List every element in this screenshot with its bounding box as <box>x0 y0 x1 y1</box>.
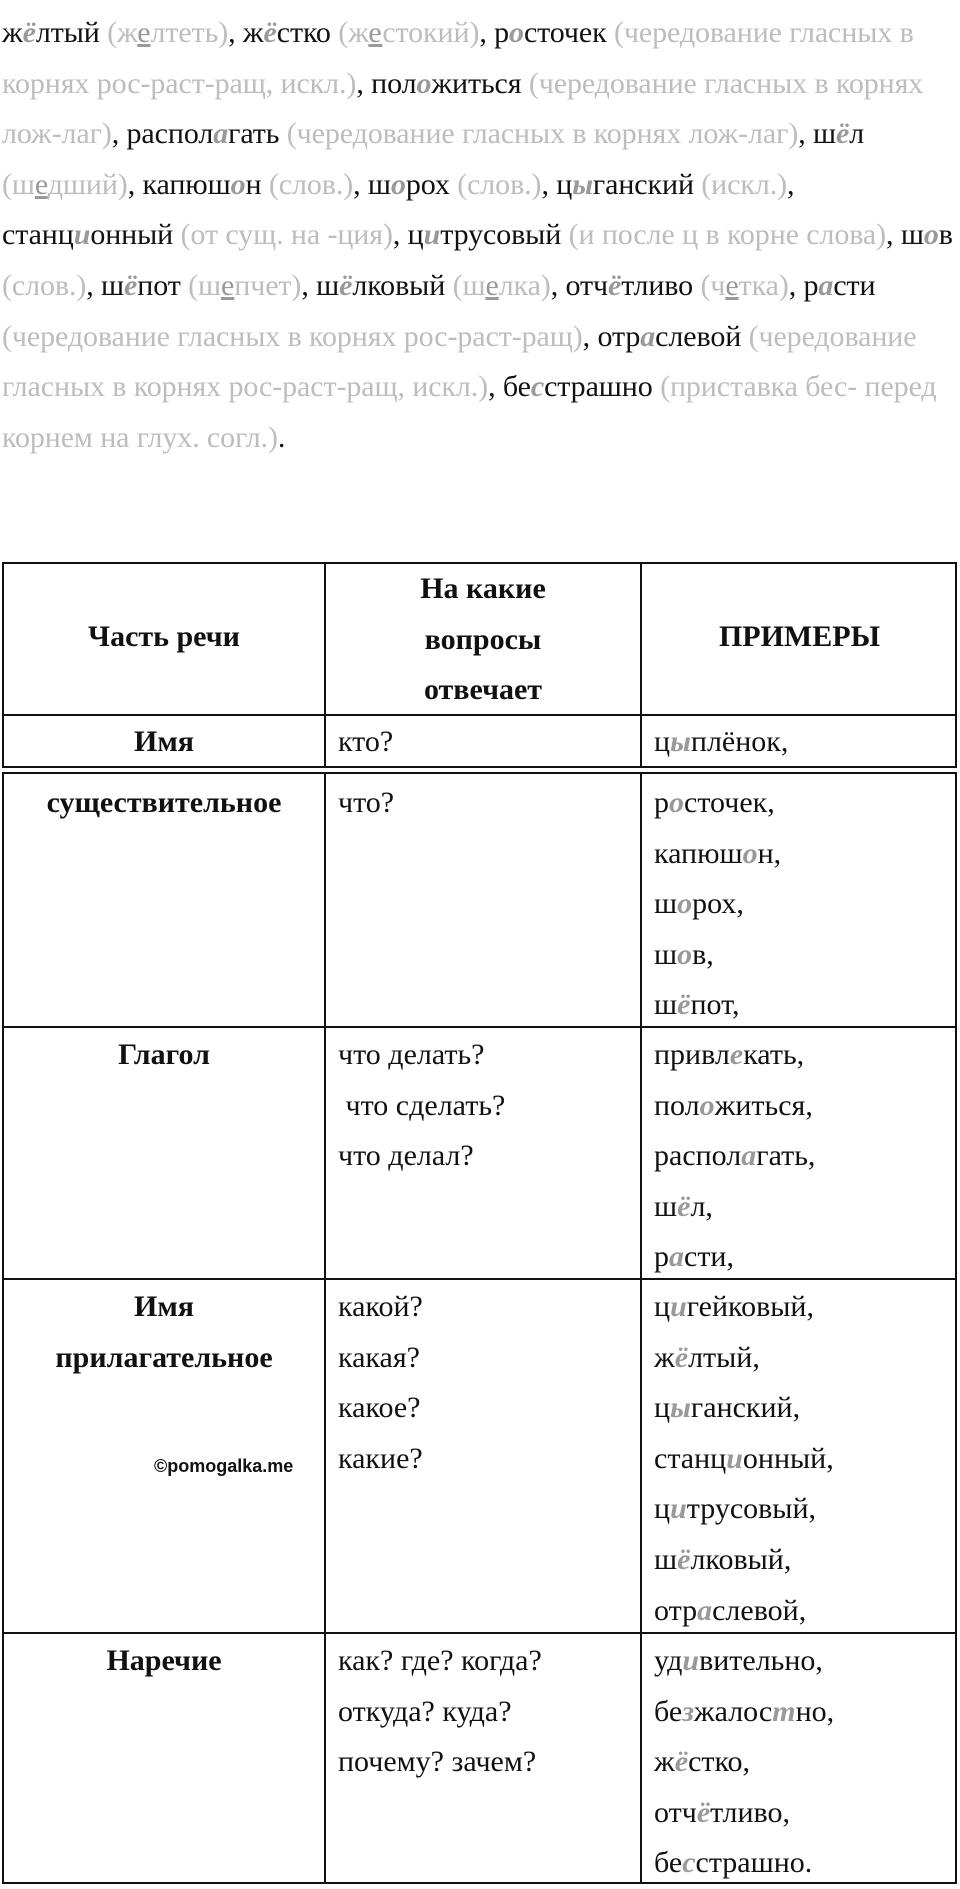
text-run: гать <box>228 117 287 151</box>
header-part-of-speech: Часть речи <box>88 620 240 653</box>
adverb-examples <box>654 1636 834 1889</box>
text-run: плёнок, <box>690 725 789 758</box>
text-run: . <box>277 420 286 454</box>
text-run: лтеть) <box>150 16 229 49</box>
text-run: лковый, <box>690 1542 792 1576</box>
text-run: ш <box>654 1189 678 1223</box>
text-run: (ш <box>188 268 222 302</box>
text-run: н <box>245 167 269 201</box>
question-line: что делать? <box>338 1038 485 1071</box>
text-run: , ц <box>541 167 573 201</box>
text-run: (чередование гласных в корнях лож-лаг) <box>2 66 924 151</box>
example-word <box>654 1434 834 1485</box>
text-run: станц <box>654 1441 727 1475</box>
highlighted-letter: о <box>230 167 246 201</box>
highlighted-letter: и <box>726 1441 743 1475</box>
text-run: л, <box>690 1189 713 1223</box>
highlighted-letter: и <box>670 1290 687 1323</box>
text-run: (чередование гласных в корнях рос-раст-ращ, искл.) <box>2 319 917 404</box>
text-run: е <box>221 268 235 302</box>
text-run: е <box>368 16 383 49</box>
example-word <box>654 1081 815 1132</box>
highlighted-letter: о <box>742 836 758 870</box>
highlighted-letter: ы <box>572 167 593 201</box>
text-run: страшно. <box>695 1846 813 1880</box>
example-word <box>654 829 781 880</box>
text-run: (чередование гласных в корнях рос-раст-ращ) <box>2 319 583 353</box>
highlighted-letter: о <box>669 786 684 819</box>
adjective-questions <box>338 1282 423 1484</box>
text-run: (чередование гласных в корнях рос-раст-ращ, искл.) <box>2 16 914 100</box>
text-run: (слов.) <box>2 268 87 302</box>
question-line: почему? зачем? <box>338 1745 537 1779</box>
noun-examples <box>654 778 781 1031</box>
highlighted-letter: ё <box>674 1340 689 1374</box>
text-run: (ш <box>2 167 35 201</box>
text-run: , ш <box>798 117 837 151</box>
text-run: трусовый, <box>686 1492 817 1526</box>
highlighted-letter: о <box>677 937 693 971</box>
table-main-block <box>2 772 957 1884</box>
text-run: пот <box>137 268 189 302</box>
text-run: (от сущ. на -ция) <box>180 218 393 252</box>
noun-label-top: Имя <box>134 725 194 758</box>
highlighted-letter: а <box>669 1240 684 1274</box>
example-word <box>654 1030 815 1081</box>
highlighted-letter: ё <box>22 16 36 49</box>
text-run: , р <box>479 16 510 49</box>
text-run: р <box>654 1240 669 1274</box>
text-run: бе <box>654 1694 683 1728</box>
highlighted-letter: ё <box>608 268 622 302</box>
text-run: пол <box>654 1088 700 1122</box>
text-run: ш <box>654 937 678 971</box>
verb-examples <box>654 1030 815 1283</box>
text-run: лка) <box>498 268 551 302</box>
adverb-questions <box>338 1636 542 1788</box>
example-word <box>654 1333 834 1384</box>
text-run: е <box>725 268 739 302</box>
highlighted-letter: а <box>697 1593 713 1627</box>
highlighted-letter: е <box>729 1038 744 1071</box>
noun-example-top <box>654 717 788 768</box>
example-word <box>654 778 781 829</box>
text-run: уд <box>654 1644 683 1677</box>
highlighted-letter: о <box>699 1088 715 1122</box>
text-run: ж <box>2 16 23 49</box>
text-run: н, <box>757 836 782 870</box>
highlighted-letter: ё <box>677 1542 691 1576</box>
text-run: стокий) <box>382 16 480 49</box>
text-run: , р <box>788 268 819 302</box>
text-run: (слов.) <box>457 167 542 201</box>
highlighted-letter: а <box>741 1139 757 1173</box>
text-run: , отр <box>582 319 641 353</box>
text-run: , ш <box>886 218 924 252</box>
question-line: какие? <box>338 1441 423 1475</box>
text-run: (ж <box>338 16 369 49</box>
text-run: ц <box>654 1391 671 1425</box>
text-run: стко, <box>688 1745 751 1779</box>
highlighted-letter: о <box>390 167 406 201</box>
question-line: какая? <box>338 1340 420 1374</box>
text-run: ж <box>654 1745 675 1779</box>
text-run: лтый <box>35 16 108 49</box>
highlighted-letter: о <box>677 887 693 921</box>
text-run: гейковый, <box>686 1290 814 1323</box>
text-run: , капюш <box>127 167 231 201</box>
text-run: пот, <box>690 988 740 1022</box>
text-run: (и после ц в корне слова) <box>568 218 887 252</box>
highlighted-letter: ё <box>836 117 850 151</box>
adjective-examples <box>654 1282 834 1636</box>
highlighted-letter: о <box>509 16 524 49</box>
highlighted-letter: и <box>423 218 441 252</box>
adverb-label: Наречие <box>106 1644 222 1677</box>
verb-questions <box>338 1030 505 1182</box>
table-header-block <box>2 562 957 768</box>
example-word <box>654 879 781 930</box>
highlighted-letter: ё <box>263 16 277 49</box>
text-run: , отч <box>550 268 608 302</box>
text-run: жалос <box>693 1694 773 1728</box>
text-run: (слов.) <box>268 167 354 201</box>
highlighted-letter: ё <box>124 268 138 302</box>
text-run: ц <box>654 1290 671 1323</box>
highlighted-letter: ё <box>696 1795 711 1829</box>
example-word <box>654 1687 834 1738</box>
text-run: трусовый <box>440 218 569 252</box>
highlighted-letter: о <box>923 218 939 252</box>
highlighted-letter: и <box>682 1644 700 1677</box>
text-run: в, <box>692 937 714 971</box>
question-line: какое? <box>338 1391 421 1425</box>
text-run: сти, <box>684 1240 734 1274</box>
exercise-paragraph <box>2 8 957 463</box>
highlighted-letter: а <box>213 117 229 151</box>
text-run: житься, <box>714 1088 813 1122</box>
question-line: какой? <box>338 1290 423 1323</box>
text-run: (приставка бес- перед корнем на глух. согл.) <box>2 370 937 454</box>
text-run: ш <box>654 1542 678 1576</box>
highlighted-letter: с <box>530 370 545 404</box>
text-run: слевой, <box>712 1593 807 1627</box>
example-word <box>654 1282 834 1333</box>
highlighted-letter: и <box>670 1492 687 1526</box>
text-run: вительно, <box>699 1644 823 1677</box>
text-run: е <box>137 16 151 49</box>
example-word <box>654 1838 834 1889</box>
highlighted-letter: и <box>73 218 91 252</box>
text-run: лковый <box>352 268 453 302</box>
text-run: , станц <box>2 167 795 252</box>
text-run: (чередование гласных в корнях лож-лаг) <box>286 117 799 151</box>
header-questions: На какие вопросы отвечает <box>420 572 546 707</box>
text-run: , пол <box>356 66 417 100</box>
text-run: гать, <box>756 1139 816 1173</box>
text-run: , ц <box>392 218 424 252</box>
text-run: , ж <box>228 16 264 49</box>
example-word <box>654 930 781 981</box>
watermark: ©pomogalka.me <box>154 1456 294 1476</box>
question-line: как? где? когда? <box>338 1644 542 1677</box>
text-run: лтый, <box>688 1340 760 1374</box>
example-word <box>654 1383 834 1434</box>
text-run: , распол <box>111 117 214 151</box>
text-run: ганский, <box>690 1391 801 1425</box>
highlighted-letter: а <box>640 319 656 353</box>
verb-label: Глагол <box>118 1038 210 1071</box>
highlighted-letter: ё <box>677 988 691 1022</box>
text-run: рох, <box>692 887 744 921</box>
question-line: что сделать? <box>338 1088 506 1122</box>
text-run: онный, <box>742 1441 834 1475</box>
text-run: кать, <box>743 1038 805 1071</box>
noun-questions <box>338 778 394 829</box>
text-run: но, <box>795 1694 835 1728</box>
text-run: ц <box>654 1492 671 1526</box>
text-run: р <box>654 786 669 819</box>
question-line: откуда? куда? <box>338 1694 512 1728</box>
highlighted-letter: ы <box>670 1391 691 1425</box>
text-run: тка) <box>738 268 789 302</box>
example-word <box>654 1182 815 1233</box>
text-run: привл <box>654 1038 730 1071</box>
text-run: капюш <box>654 836 743 870</box>
highlighted-letter: ё <box>339 268 353 302</box>
example-word <box>654 1484 834 1535</box>
text-run: , бе <box>488 370 531 404</box>
text-run: дший) <box>47 167 128 201</box>
question-line: что делал? <box>338 1139 474 1173</box>
text-run: онный <box>90 218 181 252</box>
highlighted-letter: з <box>682 1694 694 1728</box>
text-run: стко <box>276 16 339 49</box>
text-run: слевой <box>655 319 749 353</box>
example-word <box>654 1737 834 1788</box>
question-line: что? <box>338 786 395 819</box>
highlighted-letter: с <box>682 1846 696 1880</box>
text-run: рох <box>405 167 458 201</box>
text-run: отр <box>654 1593 698 1627</box>
text-run: , ш <box>353 167 391 201</box>
text-run: тливо <box>621 268 701 302</box>
text-run: (ш <box>452 268 486 302</box>
text-run: ж <box>654 1340 675 1374</box>
text-run: е <box>34 167 48 201</box>
example-word <box>654 1232 815 1283</box>
text-run: ш <box>654 887 678 921</box>
noun-label: существительное <box>46 786 282 819</box>
highlighted-letter: а <box>818 268 834 302</box>
text-run: тливо, <box>710 1795 790 1829</box>
highlighted-letter: ё <box>674 1745 689 1779</box>
text-run: сточек <box>523 16 614 49</box>
text-run: ш <box>654 988 678 1022</box>
highlighted-letter: т <box>772 1694 796 1728</box>
text-run: , ш <box>86 268 125 302</box>
text-run: сточек, <box>684 786 775 819</box>
example-word <box>654 980 781 1031</box>
text-run: в <box>938 218 953 252</box>
text-run: страшно <box>544 370 661 404</box>
example-word <box>654 1636 834 1687</box>
text-run: бе <box>654 1846 683 1880</box>
text-run: житься <box>431 66 529 100</box>
text-run: , ш <box>301 268 340 302</box>
text-run: ганский <box>592 167 702 201</box>
noun-question-who: кто? <box>338 725 394 758</box>
text-run: отч <box>654 1795 697 1829</box>
example-word <box>654 1131 815 1182</box>
adjective-label: Имя прилагательное <box>55 1290 273 1374</box>
text-run: пчет) <box>234 268 302 302</box>
highlighted-letter: о <box>416 66 432 100</box>
text-run: е <box>485 268 499 302</box>
text-run: (ч <box>700 268 726 302</box>
text-run: (искл.) <box>701 167 787 201</box>
example-word <box>654 1788 834 1839</box>
text-run: распол <box>654 1139 742 1173</box>
example-word <box>654 1586 834 1637</box>
header-examples: ПРИМЕРЫ <box>718 620 881 653</box>
text-run: сти <box>833 268 876 302</box>
highlighted-letter: ё <box>677 1189 691 1223</box>
text-run: ц <box>654 725 671 758</box>
text-run: (ж <box>107 16 138 49</box>
text-run: л <box>849 117 865 151</box>
example-word <box>654 1535 834 1586</box>
highlighted-letter: ы <box>670 725 691 758</box>
